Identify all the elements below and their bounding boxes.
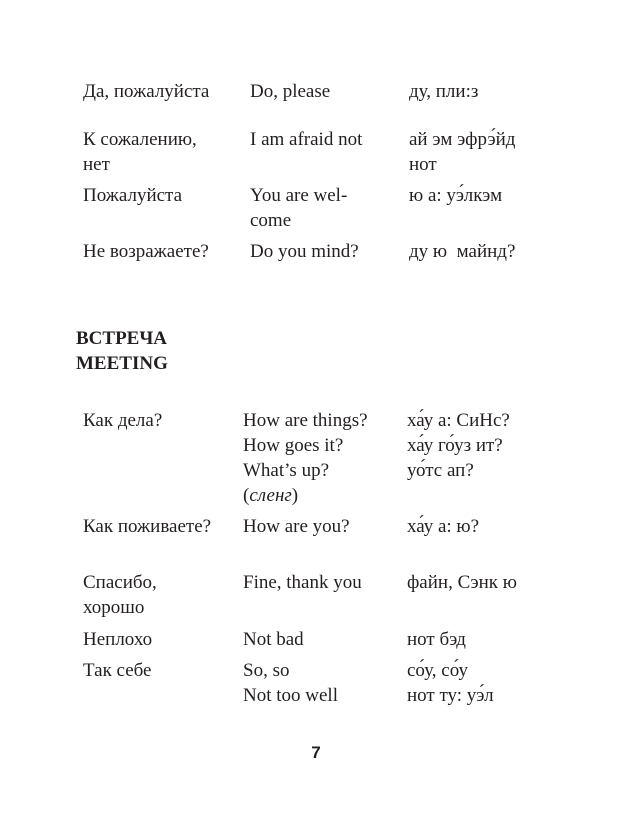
phrase-en: You are wel- come	[250, 185, 348, 231]
phrase-ru: Не возражаете?	[83, 241, 209, 262]
phrase-en: I am afraid not	[250, 129, 363, 150]
phrase-en: Do you mind?	[250, 241, 359, 262]
phrase-transcription: ду, пли:з	[409, 81, 479, 102]
phrase-en: So, so Not too well	[243, 660, 338, 706]
phrase-en: Do, please	[250, 81, 331, 102]
phrase-ru: Спасибо, хорошо	[83, 572, 157, 618]
phrase-transcription: ду ю майнд?	[409, 241, 516, 262]
phrase-transcription: нот бэд	[407, 629, 466, 650]
phrase-en-text: How are things? How goes it? What’s up? (	[243, 410, 368, 506]
page-number: 7	[311, 743, 321, 762]
phrase-en	[243, 408, 368, 508]
phrase-transcription: файн, Сэнк ю	[407, 572, 517, 593]
phrase-transcription: ай эм эфрэ́йд нот	[409, 129, 516, 175]
phrase-ru: Как дела?	[83, 410, 163, 431]
phrase-en-tail: )	[291, 485, 299, 506]
phrase-ru: Так себе	[83, 660, 152, 681]
phrase-en: Not bad	[243, 629, 304, 650]
phrase-ru: Как поживаете?	[83, 516, 212, 537]
slang-note: сленг	[249, 485, 292, 506]
phrase-ru: Пожалуйста	[83, 185, 183, 206]
phrase-transcription: ха́у а: СиНс? ха́у го́уз ит? уо́тс ап?	[407, 410, 510, 481]
phrase-en: How are you?	[243, 516, 350, 537]
phrase-en: Fine, thank you	[243, 572, 362, 593]
section-heading: ВСТРЕЧА MEETING	[76, 328, 168, 374]
phrase-transcription: ю а: уэ́лкэм	[409, 185, 503, 206]
phrase-transcription: ха́у а: ю?	[407, 516, 480, 537]
phrase-ru: Да, пожалуйста	[83, 81, 210, 102]
phrase-transcription: со́у, со́у нот ту: уэ́л	[407, 660, 494, 706]
phrase-ru: К сожалению, нет	[83, 129, 197, 175]
phrase-ru: Неплохо	[83, 629, 153, 650]
